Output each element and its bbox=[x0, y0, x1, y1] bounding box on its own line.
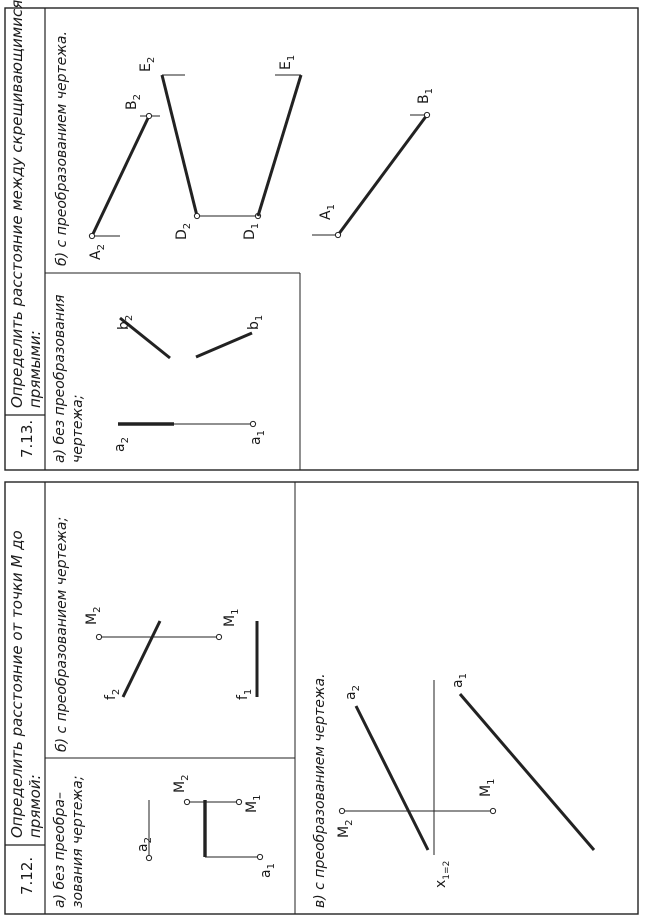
line-a2-c bbox=[356, 706, 428, 850]
label-a1: $a_1$ bbox=[248, 430, 267, 445]
point-M2-b bbox=[96, 634, 101, 639]
panel-border bbox=[5, 8, 638, 470]
label-E1: $E_1$ bbox=[278, 54, 297, 70]
drawing-13a bbox=[118, 318, 256, 427]
label-b2: $b_2$ bbox=[116, 314, 135, 330]
point-M2-c bbox=[339, 808, 344, 813]
drawing-12b bbox=[96, 621, 257, 697]
problem-7-13-panel bbox=[5, 0, 638, 470]
line-b1 bbox=[196, 333, 252, 357]
label-D2: $D_2$ bbox=[174, 222, 193, 240]
line-A1B1 bbox=[338, 115, 427, 235]
label-B1: $B_1$ bbox=[416, 88, 435, 104]
point-a1 bbox=[250, 421, 255, 426]
problem-title-line1: Определить расстояние от точки М до bbox=[8, 530, 26, 838]
label-a1-c: $a_1$ bbox=[450, 673, 469, 688]
label-A2: $A_2$ bbox=[88, 244, 107, 260]
label-D1: $D_1$ bbox=[242, 222, 261, 240]
part-a-label-line2: зования чертежа; bbox=[70, 775, 86, 908]
point-D2 bbox=[194, 213, 199, 218]
point-B1 bbox=[424, 112, 429, 117]
problem-number: 7.13. bbox=[18, 419, 36, 458]
label-M1-b: $M_1$ bbox=[222, 608, 241, 627]
drawing-12c bbox=[339, 680, 594, 855]
point-M1-c bbox=[490, 808, 495, 813]
labels-12c bbox=[336, 673, 497, 888]
label-B2: $B_2$ bbox=[124, 94, 143, 110]
part-b-label: б) с преобразованием чертежа; bbox=[54, 516, 70, 752]
point-A2 bbox=[89, 233, 94, 238]
problem-title-line1: Определить расстояние между скрещивающимися bbox=[8, 0, 26, 408]
line-D1E1 bbox=[258, 75, 301, 216]
label-a2-c: $a_2$ bbox=[343, 685, 362, 700]
point-a1 bbox=[257, 854, 262, 859]
point-A1 bbox=[335, 232, 340, 237]
label-a2: $a_2$ bbox=[135, 837, 154, 852]
point-M1 bbox=[236, 799, 241, 804]
labels-12b bbox=[84, 607, 254, 700]
label-M2-c: $M_2$ bbox=[336, 819, 355, 838]
problem-number: 7.12. bbox=[18, 856, 36, 895]
line-a1-c bbox=[460, 694, 594, 850]
problem-title-line2: прямыми: bbox=[26, 330, 44, 408]
point-M1-b bbox=[216, 634, 221, 639]
label-axis-x: $x_{1=2}$ bbox=[433, 860, 452, 888]
label-M2: $M_2$ bbox=[172, 774, 191, 793]
label-a1: $a_1$ bbox=[258, 863, 277, 878]
label-E2: $E_2$ bbox=[138, 56, 157, 72]
label-M2-b: $M_2$ bbox=[84, 606, 103, 625]
problem-7-12-panel bbox=[5, 482, 638, 914]
line-f2 bbox=[123, 621, 160, 697]
label-A1: $A_1$ bbox=[318, 204, 337, 220]
line-A2B2 bbox=[92, 116, 149, 236]
label-M1-c: $M_1$ bbox=[478, 778, 497, 797]
line-E2D2 bbox=[162, 75, 197, 216]
problem-title-line2: прямой: bbox=[26, 774, 44, 838]
label-f2: $f_2$ bbox=[103, 688, 122, 700]
label-a2: $a_2$ bbox=[112, 437, 131, 452]
part-a-label-line1: а) без преобра– bbox=[52, 792, 68, 908]
part-c-label: в) с преобразованием чертежа. bbox=[312, 673, 328, 908]
label-f1: $f_1$ bbox=[235, 688, 254, 700]
part-a-label-line2: чертежа; bbox=[70, 394, 86, 463]
point-M2 bbox=[184, 799, 189, 804]
label-M1: $M_1$ bbox=[244, 794, 263, 813]
part-b-label: б) с преобразованием чертежа. bbox=[54, 31, 70, 266]
part-a-label-line1: а) без преобразования bbox=[52, 294, 68, 463]
label-b1: $b_1$ bbox=[246, 314, 265, 330]
labels-13b bbox=[88, 55, 435, 260]
point-a2 bbox=[146, 855, 151, 860]
point-B2 bbox=[146, 113, 151, 118]
